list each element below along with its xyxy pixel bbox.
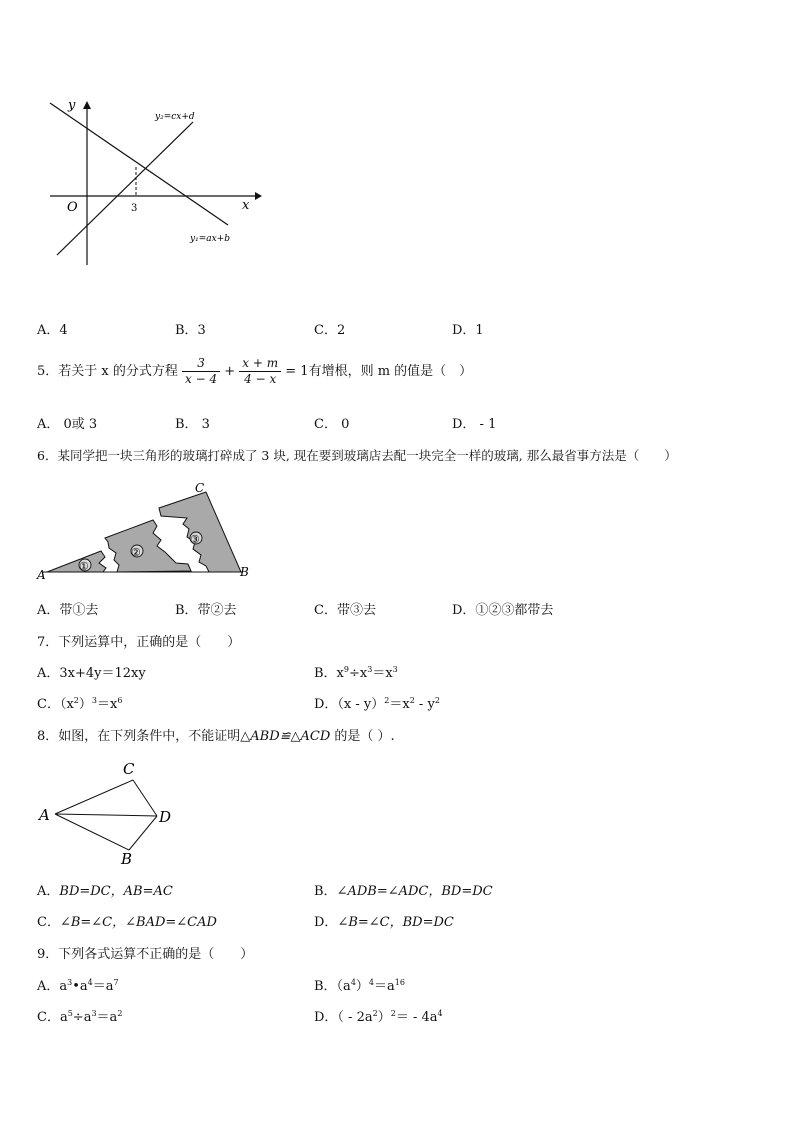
q8-a-math: BD=DC，AB=AC (59, 884, 173, 899)
q9-b-part: ） (355, 979, 369, 994)
q9-a-exp: 3 (67, 978, 73, 987)
q5-option-b[interactable]: B． 3 (175, 417, 210, 432)
q7-b-part: ＝x (372, 666, 393, 681)
q8-text-math: △ABD≌△ACD (240, 729, 331, 744)
q8-d-prefix: D． (314, 915, 338, 930)
q8-b-math: ∠ADB=∠ADC，BD=DC (336, 884, 493, 899)
q9-d-part: ＝ - 4a (395, 1010, 438, 1025)
q5-tail: = 1有增根，则 m 的值是（ ） (285, 364, 473, 379)
q7-option-d[interactable] (314, 697, 440, 713)
q9-d-part: D．（ - 2a (314, 1010, 373, 1025)
q8-c-prefix: C． (37, 915, 60, 930)
y-axis-arrow (83, 101, 91, 109)
q9-c-exp: 3 (91, 1009, 97, 1018)
q4-option-b[interactable]: B．3 (175, 323, 206, 338)
q9-b-exp: 4 (350, 978, 356, 987)
q8-option-a[interactable] (37, 884, 173, 900)
q4-option-a[interactable]: A．4 (37, 323, 68, 338)
q7-c-part: C．（x (37, 697, 74, 712)
piece-1-label: ① (79, 560, 89, 573)
origin-label: O (67, 200, 78, 215)
point-b-label: B (121, 850, 133, 868)
q5-option-d[interactable]: D． - 1 (452, 417, 497, 432)
q9-b-part: ＝a (374, 979, 395, 994)
q7-b-exp: 9 (343, 665, 349, 674)
q7-b-exp: 3 (392, 665, 398, 674)
q8-triangle-figure (35, 758, 185, 868)
q9-d-part: ） (377, 1010, 391, 1025)
q9-d-exp: 2 (390, 1009, 396, 1018)
y-axis-label: y (68, 98, 76, 113)
q7-c-exp: 2 (73, 696, 79, 705)
q4-option-d[interactable]: D．1 (452, 323, 484, 338)
q8-question (37, 729, 395, 745)
q8-option-c[interactable] (37, 915, 217, 931)
q9-b-exp: 4 (368, 978, 375, 987)
q7-d-exp: 2 (409, 696, 415, 705)
q9-c-part: C．a (37, 1010, 68, 1025)
line-y1-label: y₁=ax+b (190, 234, 230, 244)
q9-a-part: A．a (37, 979, 68, 994)
q9-a-exp: 4 (87, 978, 93, 987)
q6-question: 6．某同学把一块三角形的玻璃打碎成了 3 块, 现在要到玻璃店去配一块完全一样的玻璃, 那么最省事方法是（ ） (37, 448, 677, 463)
q6-option-c[interactable]: C．带③去 (314, 603, 376, 618)
q5-plus: + (224, 364, 236, 379)
glass-piece-2 (105, 520, 191, 572)
q7-option-a[interactable]: A．3x+4y＝12xy (37, 666, 146, 681)
q7-c-part: ＝x (96, 697, 118, 712)
segment-cd (133, 780, 157, 816)
piece-3-label: ③ (190, 533, 200, 546)
q7-d-exp: 2 (434, 696, 440, 705)
q8-text: 8．如图，在下列条件中，不能证明 (37, 729, 241, 744)
segment-ad (55, 814, 157, 816)
q6-option-a[interactable]: A．带①去 (37, 603, 99, 618)
q8-option-b[interactable] (314, 884, 493, 900)
piece-2-label: ② (131, 546, 141, 559)
q5-text: 5．若关于 x 的分式方程 (37, 364, 178, 379)
segment-ac (55, 780, 133, 814)
q9-c-part: ÷a (72, 1010, 92, 1025)
q9-option-a[interactable] (37, 979, 119, 995)
q4-option-c[interactable]: C．2 (314, 323, 346, 338)
q7-c-exp: 3 (91, 696, 97, 705)
point-c-label: C (123, 760, 135, 778)
q7-question: 7．下列运算中，正确的是（ ） (37, 635, 241, 650)
q5-option-c[interactable]: C． 0 (314, 417, 350, 432)
q6-option-b[interactable]: B．带②去 (175, 603, 237, 618)
q9-b-part: B．（a (314, 979, 351, 994)
vertex-a-label: A (37, 568, 46, 580)
q6-option-d[interactable]: D．①②③都带去 (452, 603, 554, 618)
q5-fraction-1: $\frac{3}{x - 4}$ (182, 356, 220, 387)
q8-d-math: ∠B=∠C，BD=DC (337, 915, 454, 930)
q8-option-d[interactable] (314, 915, 454, 931)
q7-option-c[interactable] (37, 697, 122, 713)
q7-c-exp: 6 (117, 696, 123, 705)
q7-d-exp: 2 (384, 696, 390, 705)
q5-fraction-2: $\frac{x + m}{4 - x}$ (239, 356, 281, 387)
q7-b-part: ÷x (348, 666, 368, 681)
q7-d-part: ＝x (389, 697, 410, 712)
q9-d-exp: 2 (372, 1009, 378, 1018)
line-y2 (57, 122, 193, 255)
q9-c-exp: 2 (117, 1009, 123, 1018)
q7-b-part: B．x (314, 666, 344, 681)
q5-question (37, 356, 472, 387)
segment-ab (55, 814, 129, 850)
q7-b-exp: 3 (367, 665, 373, 674)
q9-d-exp: 4 (437, 1009, 443, 1018)
vertex-b-label: B (240, 565, 249, 579)
q5-option-a[interactable]: A． 0或 3 (37, 417, 98, 432)
x-axis-label: x (242, 198, 250, 213)
point-a-label: A (39, 806, 50, 824)
q9-a-part: ＝a (92, 979, 114, 994)
q9-option-d[interactable] (314, 1010, 443, 1026)
q8-a-prefix: A． (37, 884, 60, 899)
q9-option-b[interactable] (314, 979, 405, 995)
q9-c-exp: 5 (67, 1009, 73, 1018)
q7-c-part: ） (78, 697, 92, 712)
q7-d-part: D．（x - y） (314, 697, 385, 712)
q8-b-prefix: B． (314, 884, 337, 899)
segment-bd (129, 816, 157, 850)
q8-text-suffix: 的是（ ）. (330, 729, 395, 744)
point-d-label: D (159, 808, 172, 826)
q9-option-c[interactable] (37, 1010, 122, 1026)
glass-piece-1 (47, 551, 106, 572)
q9-a-exp: 7 (113, 978, 119, 987)
line-y2-label: y₂=cx+d (155, 112, 195, 122)
q8-c-math: ∠B=∠C，∠BAD=∠CAD (59, 915, 217, 930)
q9-question: 9．下列各式运算不正确的是（ ） (37, 947, 254, 962)
q9-a-part: •a (72, 979, 88, 994)
q7-option-b[interactable] (314, 666, 398, 682)
q7-d-part: - y (414, 697, 435, 712)
q6-glass-figure (35, 478, 260, 580)
x-axis-arrow (255, 192, 262, 200)
q9-c-part: ＝a (96, 1010, 118, 1025)
vertex-c-label: C (195, 481, 205, 495)
tick-label: 3 (131, 203, 138, 214)
q4-linear-graph (40, 95, 270, 270)
q9-b-exp: 16 (394, 978, 405, 987)
